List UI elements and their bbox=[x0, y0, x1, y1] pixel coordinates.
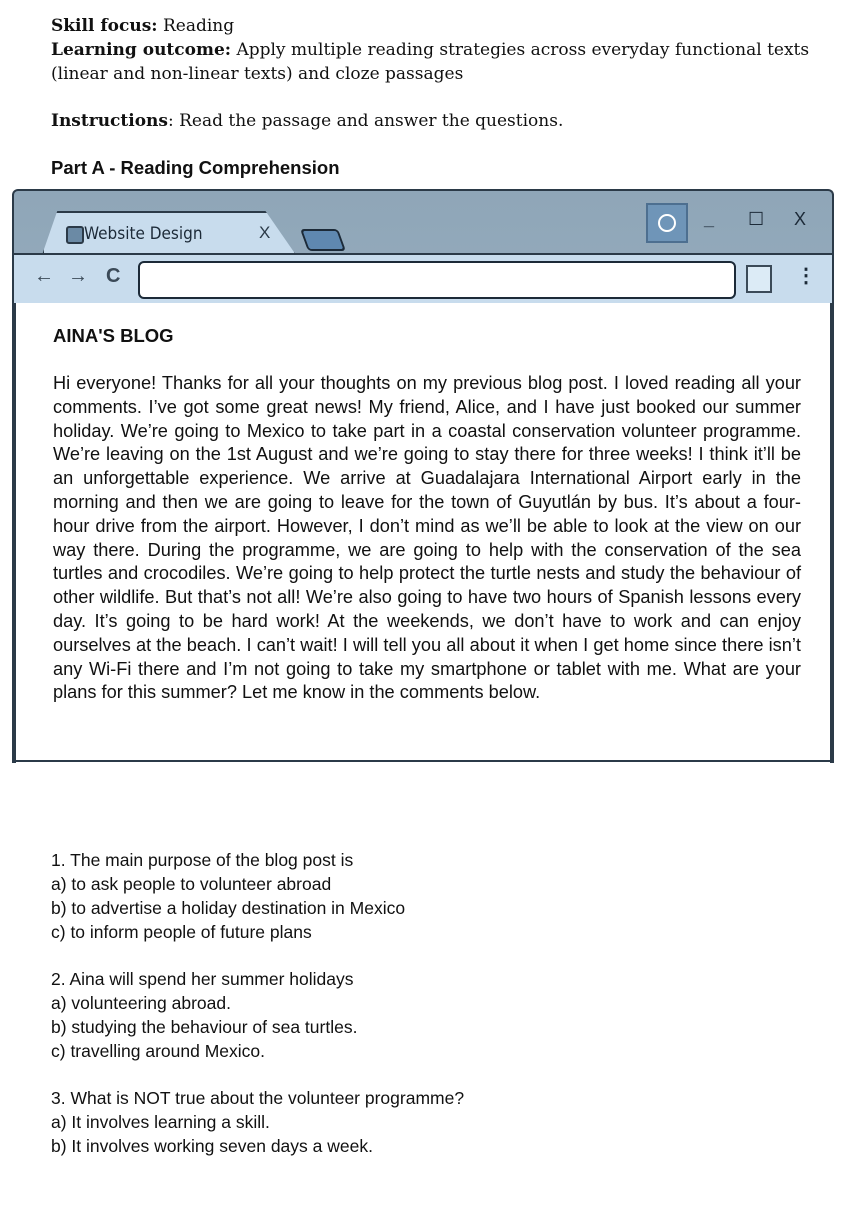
tab-close-button[interactable]: X bbox=[259, 223, 271, 242]
tab-title: Website Design bbox=[84, 224, 203, 244]
skill-value: Reading bbox=[162, 16, 235, 36]
reload-button[interactable]: C bbox=[106, 265, 121, 287]
part-title: Part A - Reading Comprehension bbox=[51, 157, 340, 178]
option: a) volunteering abroad. bbox=[51, 993, 231, 1013]
instructions bbox=[51, 109, 563, 133]
favicon-icon bbox=[66, 226, 84, 244]
skill-label: Skill focus: bbox=[51, 16, 158, 36]
instructions-label: Instructions bbox=[51, 111, 168, 131]
skill-focus bbox=[51, 14, 234, 38]
option: a) to ask people to volunteer abroad bbox=[51, 874, 332, 894]
option: b) studying the behaviour of sea turtles. bbox=[51, 1017, 358, 1037]
menu-button[interactable]: ⋮ bbox=[796, 265, 816, 287]
outcome-label: Learning outcome: bbox=[51, 40, 232, 60]
blog-title: AINA'S BLOG bbox=[53, 325, 174, 346]
blog-body: Hi everyone! Thanks for all your thoughts on my previous blog post. I loved reading all your comments. I’ve got some great news! My friend, Alice, and I have just booked our summer holiday. We’re going to Mexico to take part in a coastal conservation volunteer programme. We’re leaving on the 1st August and we’re going to stay there for three weeks! I think it’ll be an unforgettable experience. We arrive at Guadalajara International Airport early in the morning and then we are going to leave for the town of Guyutlán by bus. It’s about a four-hour drive from the airport. However, I don’t mind as we’ll be able to look at the view on our way there. During the programme, we are going to help with the conservation of the sea turtles and crocodiles. We’re going to help protect the turtle nests and study the behaviour of other wildlife. But that’s not all! We’re also going to have two hours of Spanish lessons every day. It’s going to be hard work! At the weekends, we don’t have to work and can enjoy ourselves at the beach. I can’t wait! I will tell you all about it when I get home since there isn’t any Wi-Fi there and I’m not going to take my smartphone or tablet with me. What are your plans for this summer? Let me know in the comments below. bbox=[53, 373, 801, 703]
learning-outcome-cont: (linear and non-linear texts) and cloze passages bbox=[51, 64, 464, 84]
instructions-value: : Read the passage and answer the questions. bbox=[167, 111, 564, 131]
maximize-button[interactable]: ☐ bbox=[748, 209, 765, 229]
web-page bbox=[14, 303, 832, 763]
option: b) It involves working seven days a week. bbox=[51, 1136, 373, 1156]
question-2: 2. Aina will spend her summer holidays bbox=[51, 969, 354, 989]
profile-icon[interactable] bbox=[646, 203, 688, 243]
new-tab-button[interactable] bbox=[300, 229, 346, 251]
option: a) It involves learning a skill. bbox=[51, 1112, 270, 1132]
close-window-button[interactable]: X bbox=[794, 209, 807, 229]
question-3: 3. What is NOT true about the volunteer programme? bbox=[51, 1088, 465, 1108]
divider bbox=[12, 760, 832, 762]
extension-icon[interactable] bbox=[746, 265, 772, 293]
option: c) to inform people of future plans bbox=[51, 922, 312, 942]
address-bar[interactable] bbox=[138, 261, 736, 299]
browser-window bbox=[12, 189, 834, 763]
question-1: 1. The main purpose of the blog post is bbox=[51, 850, 354, 870]
forward-button[interactable]: → bbox=[68, 265, 88, 287]
outcome-value: Apply multiple reading strategies across everyday functional texts bbox=[236, 40, 810, 60]
option: c) travelling around Mexico. bbox=[51, 1041, 265, 1061]
option: b) to advertise a holiday destination in Mexico bbox=[51, 898, 406, 918]
back-button[interactable]: ← bbox=[34, 265, 54, 287]
learning-outcome bbox=[51, 38, 809, 62]
browser-toolbar bbox=[14, 253, 832, 305]
minimize-button[interactable]: _ bbox=[704, 209, 715, 229]
